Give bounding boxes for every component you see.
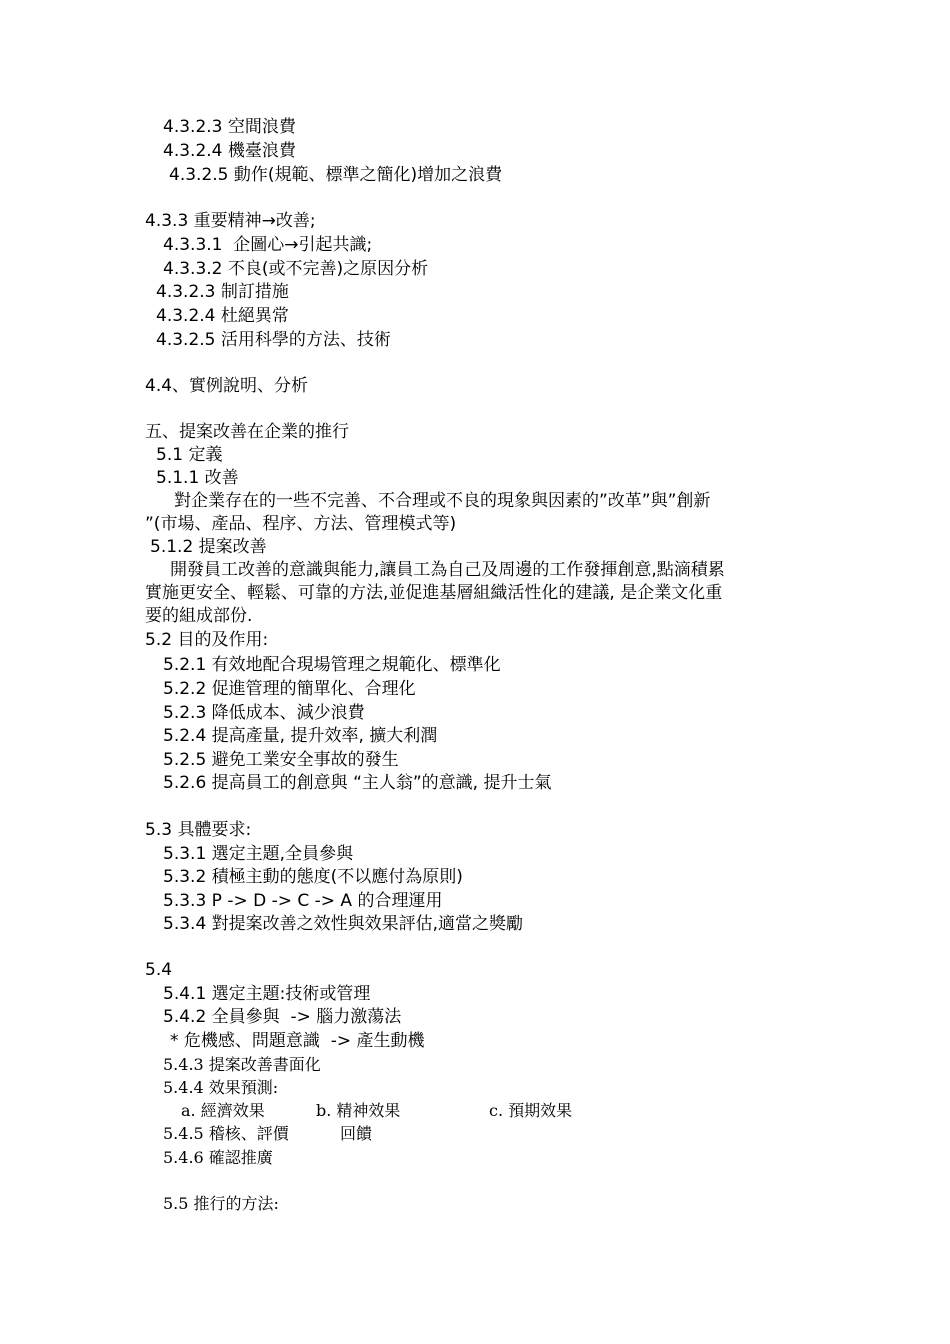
paragraph-line: 開發員工改善的意識與能力,讓員工為自己及周邊的工作發揮創意,點滴積累 <box>170 560 725 580</box>
text-line: 5.2.5 避免工業安全事故的發生 <box>163 750 399 770</box>
text-line: 5.1.2 提案改善 <box>150 537 267 557</box>
text-line: 5.2.4 提高產量, 提升效率, 擴大利潤 <box>163 726 438 746</box>
text-line: 5.4.3 提案改善書面化 <box>163 1055 321 1074</box>
text-line: 5.1 定義 <box>156 445 223 465</box>
text-line: 5.4.5 稽核、評價 <box>163 1124 289 1143</box>
list-item: b. 精神效果 <box>316 1101 401 1120</box>
paragraph-line: 實施更安全、輕鬆、可靠的方法,並促進基層組織活性化的建議, 是企業文化重 <box>145 583 723 603</box>
text-line: 5.4.2 全員參與 -> 腦力激蕩法 <box>163 1007 402 1027</box>
text-line: 5.2.6 提高員工的創意與 “主人翁”的意識, 提升士氣 <box>163 773 552 793</box>
text-line: 5.2.2 促進管理的簡單化、合理化 <box>163 679 416 699</box>
text-line: 4.3.2.5 動作(規範、標準之簡化)增加之浪費 <box>169 165 503 185</box>
text-line: 5.4.1 選定主題:技術或管理 <box>163 984 371 1004</box>
text-line: 5.1.1 改善 <box>156 468 239 488</box>
paragraph-line: ”(市場、產品、程序、方法、管理模式等) <box>145 514 457 534</box>
text-line: 4.3.3.2 不良(或不完善)之原因分析 <box>163 259 429 279</box>
text-line: 4.3.2.4 杜絕異常 <box>156 306 289 326</box>
text-line: 4.3.2.4 機臺浪費 <box>163 141 296 161</box>
list-item: a. 經濟效果 <box>181 1101 265 1120</box>
section-heading: 5.4 <box>145 960 173 980</box>
text-line: 4.3.2.3 空間浪費 <box>163 117 296 137</box>
text-line: 5.3.4 對提案改善之效性與效果評估,適當之獎勵 <box>163 914 524 934</box>
text-line: 4.3.3 重要精神→改善; <box>145 211 316 231</box>
section-heading: 4.4、實例說明、分析 <box>145 376 309 396</box>
section-heading: 5.3 具體要求: <box>145 820 252 840</box>
text-line: 4.3.2.5 活用科學的方法、技術 <box>156 330 391 350</box>
text-line: 5.4.4 效果預測: <box>163 1078 279 1097</box>
section-heading: 5.2 目的及作用: <box>145 630 269 650</box>
text-line: * 危機感、問題意識 -> 產生動機 <box>170 1031 425 1051</box>
text-line: 5.2.3 降低成本、減少浪費 <box>163 703 365 723</box>
section-heading: 五、提案改善在企業的推行 <box>145 422 349 442</box>
text-line: 5.3.1 選定主題,全員參與 <box>163 844 354 864</box>
paragraph-line: 要的組成部份. <box>145 606 253 626</box>
text-line: 回饋 <box>340 1124 373 1143</box>
text-line: 5.2.1 有效地配合現場管理之規範化、標準化 <box>163 655 501 675</box>
text-line: 4.3.3.1 企圖心→引起共識; <box>163 235 373 255</box>
list-item: c. 預期效果 <box>489 1101 573 1120</box>
text-line: 5.3.2 積極主動的態度(不以應付為原則) <box>163 867 463 887</box>
text-line: 4.3.2.3 制訂措施 <box>156 282 289 302</box>
section-heading: 5.5 推行的方法: <box>163 1194 279 1213</box>
text-line: 5.3.3 P -> D -> C -> A 的合理運用 <box>163 891 443 911</box>
text-line: 5.4.6 確認推廣 <box>163 1148 273 1167</box>
paragraph-line: 對企業存在的一些不完善、不合理或不良的現象與因素的”改革”與”創新 <box>174 491 711 511</box>
